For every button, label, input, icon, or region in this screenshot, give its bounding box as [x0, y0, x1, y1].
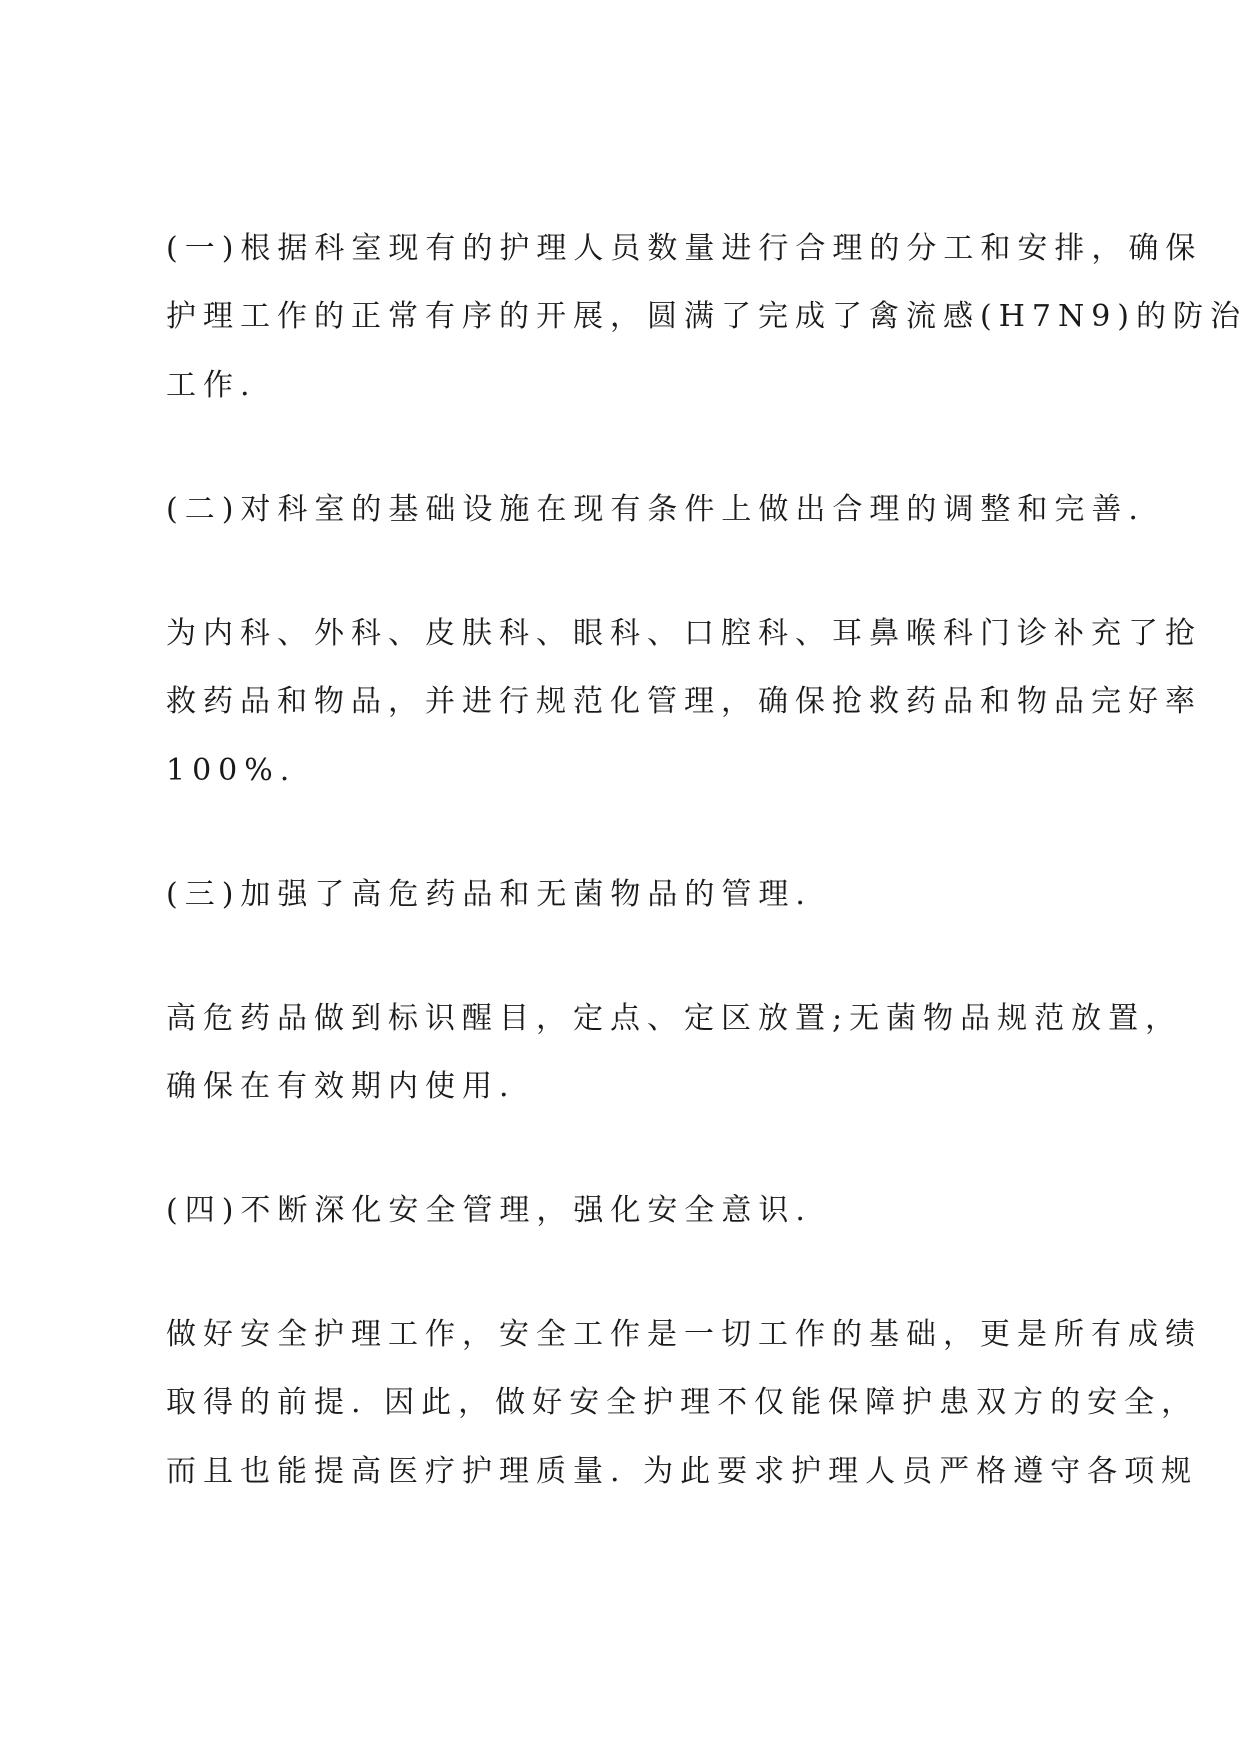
- paragraph-3-line-2: 救药品和物品，并进行规范化管理，确保抢救药品和物品完好率: [166, 684, 1202, 719]
- paragraph-3-line-1: 为内科、外科、皮肤科、眼科、口腔科、耳鼻喉科门诊补充了抢: [166, 616, 1202, 651]
- paragraph-1-line-3: 工作.: [166, 368, 257, 403]
- paragraph-7-line-2: 取得的前提. 因此，做好安全护理不仅能保障护患双方的安全，: [166, 1385, 1199, 1420]
- paragraph-4-line-1: (三)加强了高危药品和无菌物品的管理.: [166, 877, 812, 912]
- paragraph-7-line-1: 做好安全护理工作，安全工作是一切工作的基础，更是所有成绩: [166, 1317, 1202, 1352]
- paragraph-2-line-1: (二)对科室的基础设施在现有条件上做出合理的调整和完善.: [166, 492, 1145, 527]
- paragraph-3-line-3: 100%.: [166, 753, 297, 788]
- paragraph-7-line-3: 而且也能提高医疗护理质量. 为此要求护理人员严格遵守各项规: [166, 1454, 1199, 1489]
- paragraph-5-line-2: 确保在有效期内使用.: [166, 1069, 516, 1104]
- paragraph-5-line-1: 高危药品做到标识醒目，定点、定区放置;无菌物品规范放置，: [166, 1001, 1183, 1036]
- paragraph-1-line-1: (一)根据科室现有的护理人员数量进行合理的分工和安排，确保: [166, 231, 1203, 266]
- paragraph-1-line-2: 护理工作的正常有序的开展，圆满了完成了禽流感(H7N9)的防治: [166, 299, 1247, 334]
- paragraph-6-line-1: (四)不断深化安全管理，强化安全意识.: [166, 1193, 812, 1228]
